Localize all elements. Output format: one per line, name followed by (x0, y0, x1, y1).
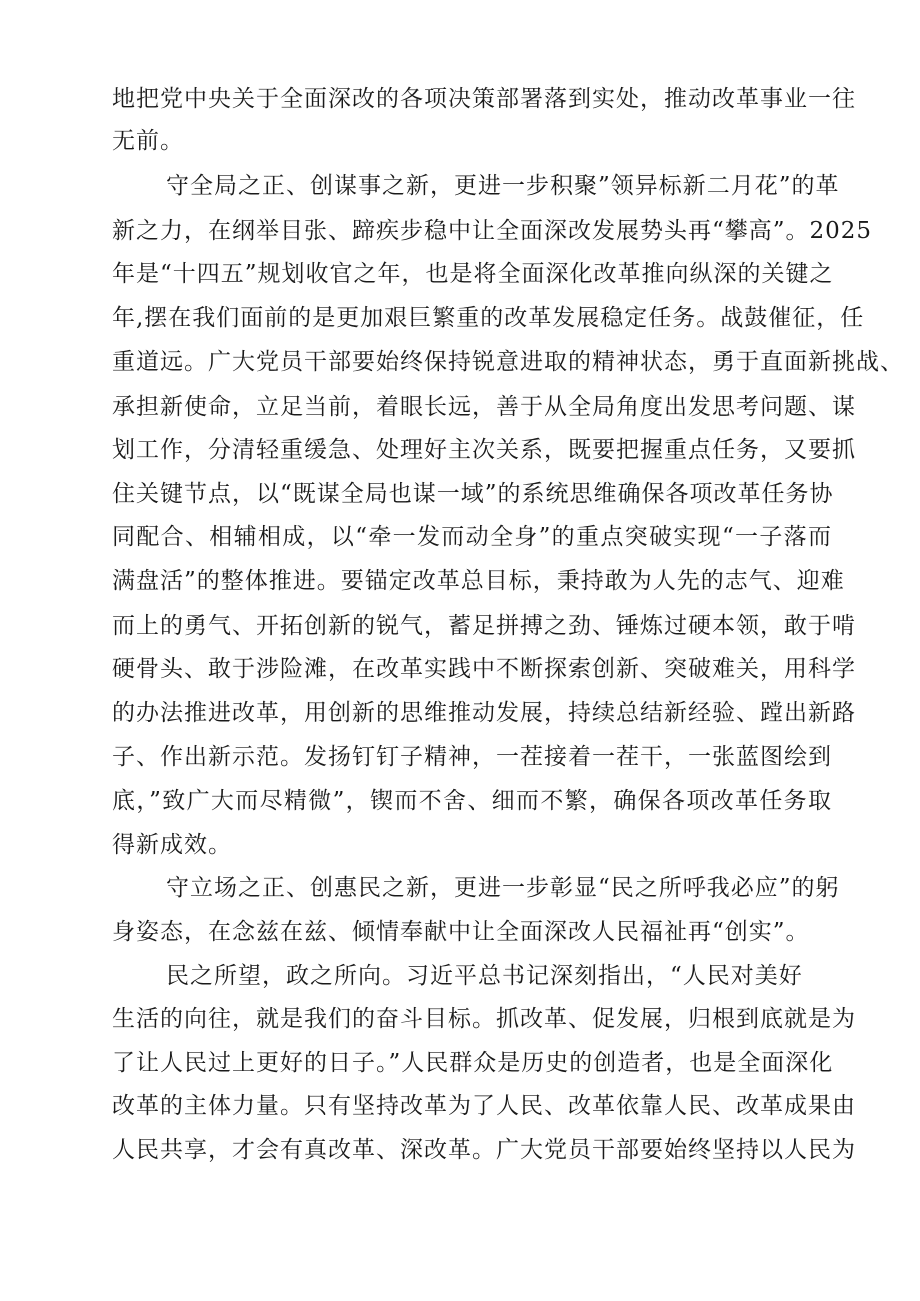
text-line-9: 划工作，分清轻重缓急、处理好主次关系，既要把握重点任务，又要抓 (112, 437, 856, 463)
text-line-20: 身姿态，在念兹在兹、倾情奉献中让全面深改人民福祉再“创实”。 (112, 919, 810, 945)
text-line-11: 同配合、相辅相成，以“牵一发而动全身”的重点突破实现“一子落而 (112, 524, 832, 550)
text-line-22: 生活的向往，就是我们的奋斗目标。抓改革、促发展，归根到底就是为 (112, 1006, 856, 1032)
text-line-12: 满盘活”的整体推进。要锚定改革总目标，秉持敢为人先的志气、迎难 (112, 568, 845, 594)
text-line-10: 住关键节点，以“既谋全局也谋一域”的系统思维确保各项改革任务协 (112, 481, 834, 507)
text-line-17: 底，”致广大而尽精微”，锲而不舍、细而不繁，确保各项改革任务取 (112, 788, 832, 814)
text-line-16: 子、作出新示范。发扬钉钉子精神，一茬接着一茬干，一张蓝图绘到 (112, 744, 832, 770)
text-line-19: 守立场之正、创惠民之新，更进一步彰显“民之所呼我必应”的躬 (166, 875, 840, 901)
text-line-4: 新之力，在纲举目张、蹄疾步稳中让全面深改发展势头再“攀高”。2025 (112, 218, 873, 244)
text-line-14: 硬骨头、敢于涉险滩，在改革实践中不断探索创新、突破难关，用科学 (112, 656, 856, 682)
text-line-7: 重道远。广大党员干部要始终保持锐意进取的精神状态，勇于直面新挑战、 (112, 349, 904, 375)
text-line-25: 人民共享，才会有真改革、深改革。广大党员干部要始终坚持以人民为 (112, 1137, 856, 1163)
text-line-21: 民之所望，政之所向。习近平总书记深刻指出，“人民对美好 (166, 963, 803, 989)
text-line-1: 地把党中央关于全面深改的各项决策部署落到实处，推动改革事业一往 (112, 86, 856, 112)
text-line-8: 承担新使命，立足当前，着眼长远，善于从全局角度出发思考问题、谋 (112, 394, 856, 420)
text-line-24: 改革的主体力量。只有坚持改革为了人民、改革依靠人民、改革成果由 (112, 1093, 856, 1119)
text-line-3: 守全局之正、创谋事之新，更进一步积聚”领异标新二月花”的革 (166, 173, 840, 199)
text-line-23: 了让人民过上更好的日子。”人民群众是历史的创造者，也是全面深化 (112, 1050, 834, 1076)
text-line-13: 而上的勇气、开拓创新的锐气，蓄足拼搏之劲、锤炼过硬本领，敢于啃 (112, 613, 856, 639)
text-line-18: 得新成效。 (112, 832, 232, 858)
text-line-6: 年,摆在我们面前的是更加艰巨繁重的改革发展稳定任务。战鼓催征，任 (112, 305, 865, 331)
text-line-15: 的办法推进改革，用创新的思维推动发展，持续总结新经验、蹚出新路 (112, 700, 856, 726)
text-line-2: 无前。 (112, 128, 184, 154)
text-line-5: 年是“十四五”规划收官之年，也是将全面深化改革推向纵深的关键之 (112, 261, 834, 287)
